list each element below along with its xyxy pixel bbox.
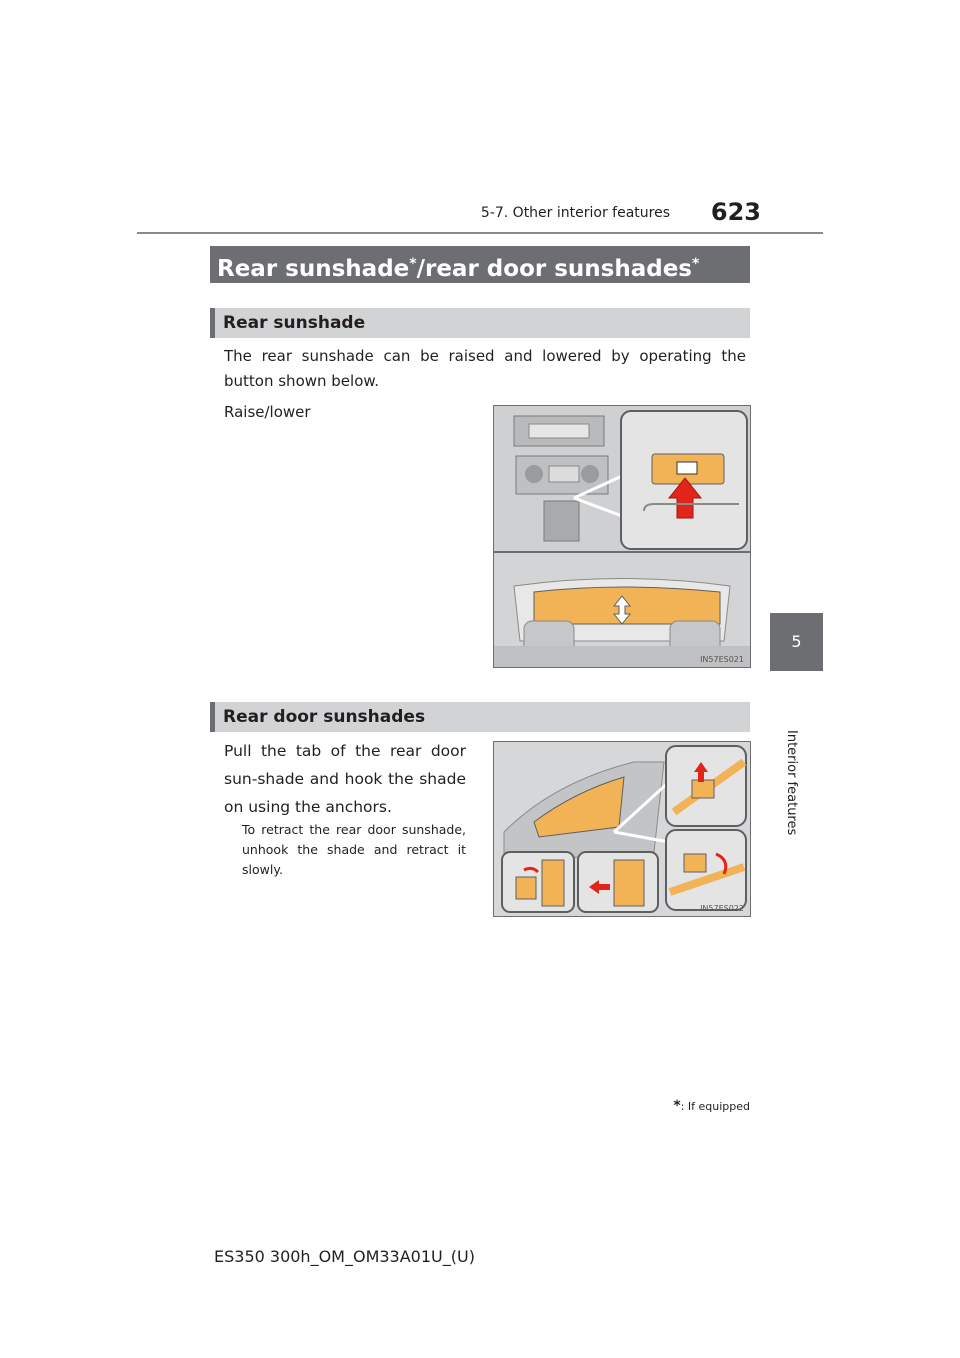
page-number: 623 [710,198,761,226]
section-title [210,246,750,283]
rear-door-sunshades-note: To retract the rear door sunshade, unhook the shade and retract it slowly. [242,822,466,877]
footer-manual-code: ES350 300h_OM_OM33A01U_(U) [214,1247,475,1266]
title-mark: * [409,256,417,272]
rear-door-sunshade-illustration [493,741,751,917]
footnote-text: : If equipped [680,1100,750,1113]
title-part1: Rear sunshade [217,256,410,282]
title-part2: /rear door sunshades [416,256,692,282]
title-mark2: * [692,256,700,272]
rear-door-sunshades-text: Pull the tab of the rear door sun-shade and hook the shade on using the anchors. [224,742,466,816]
chapter-tab: 5 [770,613,823,671]
figure-code-1: IN57ES021 [700,655,744,664]
header-rule [137,232,823,234]
rear-sunshade-illustration [493,405,751,668]
header-section-title: 5-7. Other interior features [480,205,670,221]
subheading-rear-sunshade: Rear sunshade [210,308,750,338]
figure-code-2: IN57ES022 [700,904,744,913]
rear-door-sunshade-drawing [494,742,750,916]
rear-sunshade-drawing [494,406,750,667]
footnote-mark: * [673,1098,681,1114]
raise-lower-label: Raise/lower [224,403,311,421]
subheading-rear-door-sunshades: Rear door sunshades [210,702,750,732]
footnote [600,1098,750,1114]
chapter-label: Interior features [784,730,799,836]
rear-sunshade-text: The rear sunshade can be raised and lowered by operating the button shown below. [224,347,746,390]
